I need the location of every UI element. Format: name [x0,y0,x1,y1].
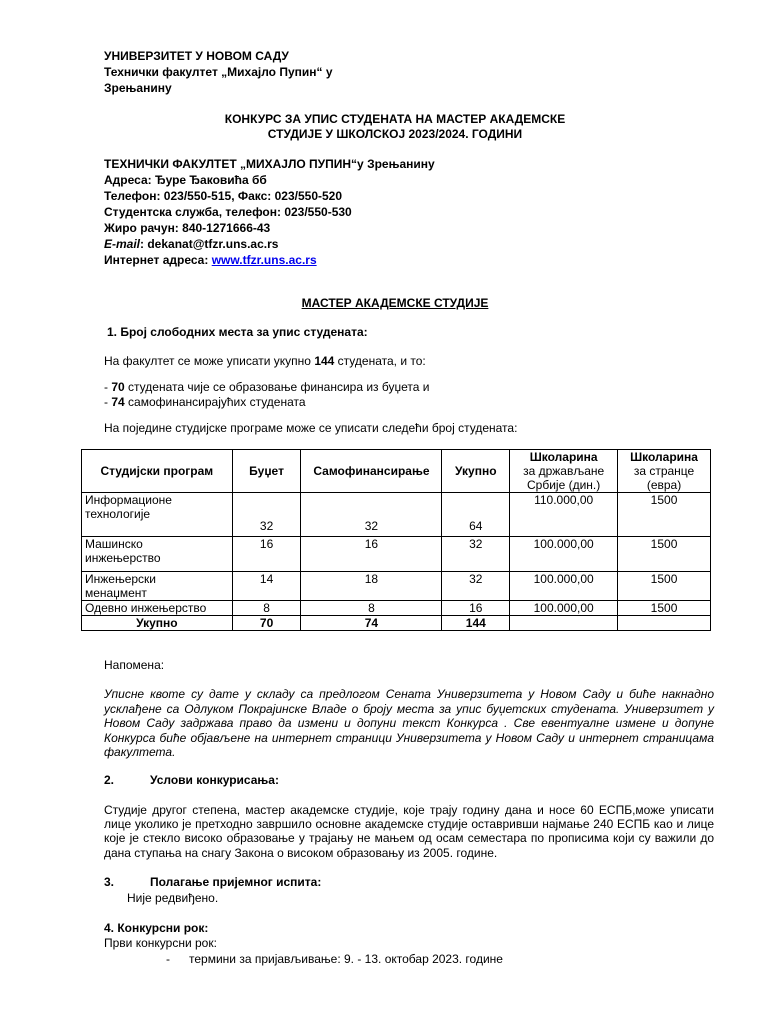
program-name-line: Инжењерски [85,572,157,586]
intro-number: 144 [314,354,335,368]
program-name-line: Одевно инжењерство [85,601,207,615]
budget-text: студената чије се образовање финансира из буџета и [124,380,430,394]
contact-account: Жиро рачун: 840-1271666-43 [104,221,271,235]
table-row [82,572,711,601]
document-title-line-2: СТУДИЈЕ У ШКОЛСКОЈ 2023/2024. ГОДИНИ [267,127,523,141]
quota-item-budget [104,380,429,395]
table-row [82,601,711,616]
fee-foreign-cell: 1500 [618,572,711,601]
section-4-heading: 4. Конкурсни рок: [104,921,209,935]
note-text: Уписне квоте су дате у складу са предлогом Сената Универзитета у Новом Саду и биће накнадно усклађене са Одлуком Покрајинске Владе о броју места за упис буџетских студената. Универзитет у Новом Саду задржава право да измени и допуни текст Конкурса . Све евентуалне измене и допуне Конкурса биће објављене на интернет страници Универзитета у Новом Саду и интернет страницама факултета. [104,687,714,760]
fee-foreign-cell: 1500 [618,493,711,537]
section-1-heading: 1. Број слободних места за упис студената: [107,325,368,339]
program-name-line: менаџмент [85,586,147,600]
totals-total: 144 [442,616,510,631]
fee-domestic-cell: 100.000,00 [510,601,618,616]
intro-text: На факултет се може уписати укупно [104,354,315,368]
email-value: : dekanat@tfzr.uns.ac.rs [140,237,279,251]
programs-intro: На поједине студијске програме може се уписати следећи број студената: [104,421,518,435]
fee-domestic-cell: 100.000,00 [510,537,618,572]
program-name [82,493,233,537]
email-label: E-mail [104,237,141,251]
program-name-line: Машинско [85,537,143,551]
contact-address: Адреса: Ђуре Ђаковића бб [104,173,267,187]
header-budget: Буџет [232,450,301,493]
fee-domestic-sub1: за држављане [523,464,605,478]
intro-text-end: студената, и то: [334,354,426,368]
section-1-intro [104,354,426,369]
budget-cell: 16 [232,537,301,572]
budget-cell: 14 [232,572,301,601]
note-label: Напомена: [104,658,165,672]
bullet: - [166,952,170,966]
document-title-line-1: КОНКУРС ЗА УПИС СТУДЕНАТА НА МАСТЕР АКАДЕМСКЕ [224,112,566,126]
totals-empty [618,616,711,631]
totals-self: 74 [301,616,442,631]
fee-foreign-sub1: за странце [633,464,695,478]
fee-foreign-sub2: (евра) [646,478,682,492]
faculty-line-2: Зрењанину [104,81,172,95]
total-cell: 32 [442,537,510,572]
self-cell: 18 [301,572,442,601]
budget-cell: 8 [232,601,301,616]
table-row [82,537,711,572]
self-cell: 16 [301,537,442,572]
totals-empty [510,616,618,631]
bullet: - [104,395,112,409]
program-name-line: инжењерство [85,551,161,565]
header-total: Укупно [442,450,510,493]
totals-label: Укупно [82,616,233,631]
total-cell: 16 [442,601,510,616]
faculty-line-1: Технички факултет „Михајло Пупин“ у [104,65,333,79]
header-fee-foreign [618,450,711,493]
self-cell: 8 [301,601,442,616]
self-text: самофинансирајућих студената [124,395,306,409]
budget-cell: 32 [232,493,301,537]
section-2-number: 2. [104,773,115,787]
fee-foreign-title: Школарина [630,450,698,464]
program-name [82,601,233,616]
program-name-line: Информационе [85,493,172,507]
section-3-number: 3. [104,875,115,889]
contact-phone: Телефон: 023/550-515, Факс: 023/550-520 [104,189,343,203]
website-link[interactable]: www.tfzr.uns.ac.rs [211,253,317,267]
section-2-text: Студије другог степена, мастер академске студије, које трају годину дана и носе 60 ЕСПБ,може уписати лице уколико је претходно завршило основне академске студије оставривши најмање 240 ЕСПБ као и лице које је стекло високо образовање у трајању не мањем од осам семестара по прописима који су важили до дана ступања на снагу Закона о високом образовању из 2005. године. [104,803,714,860]
section-4-first-term: Први конкурсни рок: [104,936,217,950]
table-totals-row [82,616,711,631]
fee-domestic-cell: 110.000,00 [510,493,618,537]
total-cell: 32 [442,572,510,601]
contact-web [104,253,317,268]
program-name [82,572,233,601]
self-number: 74 [111,395,125,409]
totals-budget: 70 [232,616,301,631]
contact-email [104,237,278,252]
programs-table [81,449,711,631]
header-self-financing: Самофинансирање [301,450,442,493]
fee-domestic-cell: 100.000,00 [510,572,618,601]
bullet: - [104,380,112,394]
fee-domestic-sub2: Србије (дин.) [527,478,601,492]
section-title: МАСТЕР АКАДЕМСКЕ СТУДИЈЕ [301,296,489,310]
university-name: УНИВЕРЗИТЕТ У НОВОМ САДУ [104,49,289,63]
contact-faculty: ТЕХНИЧКИ ФАКУЛТЕТ „МИХАЈЛО ПУПИН“у Зрењанину [104,157,435,171]
section-3-text: Није редвиђено. [127,891,219,905]
header-fee-domestic [510,450,618,493]
fee-foreign-cell: 1500 [618,537,711,572]
section-4-item: термини за пријављивање: 9. - 13. октобар 2023. године [189,952,503,966]
quota-item-self [104,395,306,410]
self-cell: 32 [301,493,442,537]
web-label: Интернет адреса: [104,253,212,267]
fee-domestic-title: Школарина [529,450,598,464]
total-cell: 64 [442,493,510,537]
fee-foreign-cell: 1500 [618,601,711,616]
header-program: Студијски програм [82,450,233,493]
program-name [82,537,233,572]
program-name-line: технологије [85,507,151,521]
table-row [82,493,711,537]
table-header-row [82,450,711,493]
section-2-heading: Услови конкурисања: [150,773,279,787]
section-3-heading: Полагање пријемног испита: [150,875,322,889]
contact-student-service: Студентска служба, телефон: 023/550-530 [104,205,352,219]
budget-number: 70 [111,380,125,394]
